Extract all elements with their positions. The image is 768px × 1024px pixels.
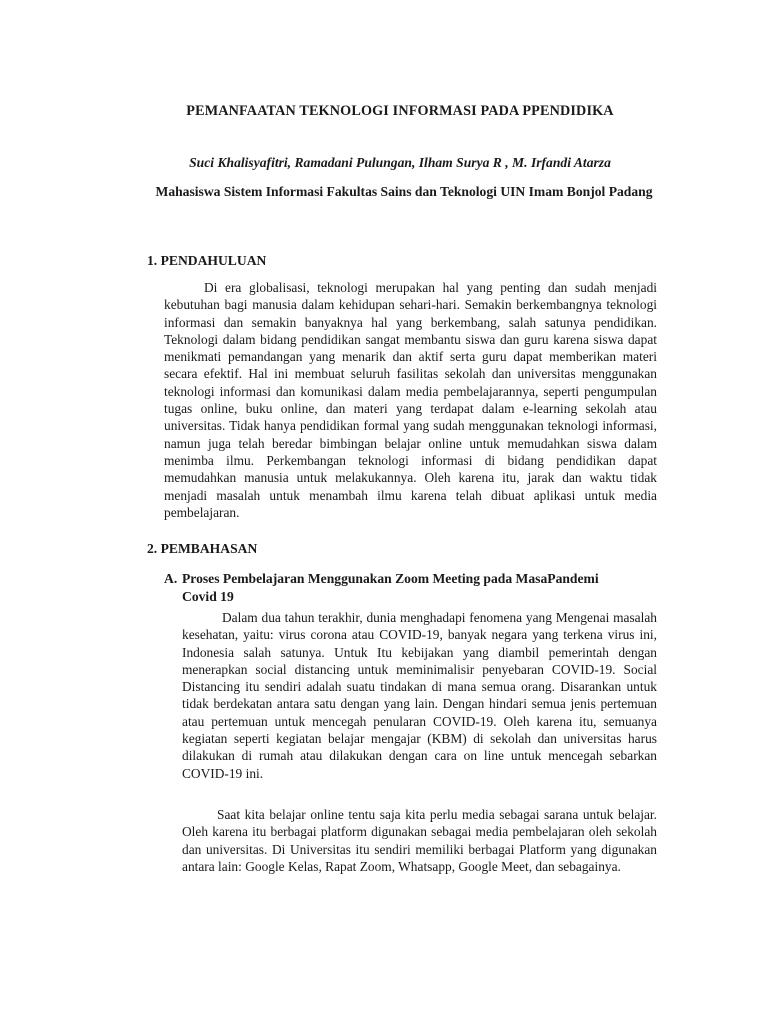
paragraph-pendahuluan: Di era globalisasi, teknologi merupakan hal yang penting dan sudah menjadi kebutuhan bagi manusia dalam kehidupan sehari-hari. Semakin berkembangnya teknologi informasi dan semakin banyaknya hal yang berkembang, salah satunya pendidikan. Teknologi dalam bidang pendidikan sangat membantu siswa dan guru karena siswa dapat menikmati pemandangan yang menarik dan aktif serta guru dapat memberikan materi secara efektif. Hal ini membuat seluruh fasilitas sekolah dan universitas menggunakan teknologi informasi dan komunikasi dalam media pembelajarannya, seperti pengumpulan tugas online, buku online, dan materi yang terdapat dalam e-learning sekolah atau universitas. Tidak hanya pendidikan formal yang sudah menggunakan teknologi informasi, namun juga telah beredar bimbingan belajar online untuk memudahkan siswa dalam menimba ilmu. Perkembangan teknologi informasi di bidang pendidikan dapat memudahkan manusia untuk melakukannya. Oleh karena itu, jarak dan waktu tidak menjadi masalah untuk menambah ilmu karena telah dibuat aplikasi untuk media pembelajaran. [164, 280, 657, 520]
subsection-heading-a [164, 570, 664, 605]
section-heading-pembahasan: 2. PEMBAHASAN [147, 541, 258, 556]
author-affiliation: Mahasiswa Sistem Informasi Fakultas Sains dan Teknologi UIN Imam Bonjol Padang [155, 184, 653, 199]
author-list: Suci Khalisyafitri, Ramadani Pulungan, Ilham Surya R , M. Irfandi Atarza [189, 155, 611, 170]
paragraph-pembahasan-1: Dalam dua tahun terakhir, dunia menghadapi fenomena yang Mengenai masalah kesehatan, yaitu: virus corona atau COVID-19, banyak negara yang terkena virus ini, Indonesia salah satunya. Untuk Itu kebijakan yang diambil pemerintah dengan menerapkan social distancing untuk meminimalisir penyebaran COVID-19. Social Distancing itu sendiri adalah suatu tindakan di mana semua orang. Disarankan untuk tidak berdekatan antara satu dengan yang lain. Dengan hindari semua jenis pertemuan atau pertemuan untuk mencegah penularan COVID-19. Oleh karena itu, semuanya kegiatan seperti kegiatan belajar mengajar (KBM) di sekolah dan universitas harus dilakukan di rumah atau dilakukan dengan cara on line untuk mencegah sebarkan COVID-19 ini. [182, 610, 657, 781]
paragraph-pembahasan-2: Saat kita belajar online tentu saja kita perlu media sebagai sarana untuk belajar. Oleh karena itu berbagai platform digunakan sebagai media pembelajaran oleh sekolah dan universitas. Di Universitas itu sendiri memiliki berbagai Platform yang digunakan antara lain: Google Kelas, Rapat Zoom, Whatsapp, Google Meet, dan sebagainya. [182, 807, 657, 874]
subsection-title-line-1: Proses Pembelajaran Menggunakan Zoom Meeting pada MasaPandemi [182, 571, 599, 586]
subsection-title-line-2: Covid 19 [182, 588, 234, 604]
document-title: PEMANFAATAN TEKNOLOGI INFORMASI PADA PPENDIDIKA [186, 103, 614, 119]
subsection-number: A. [164, 571, 178, 586]
section-heading-pendahuluan: 1. PENDAHULUAN [147, 253, 267, 268]
